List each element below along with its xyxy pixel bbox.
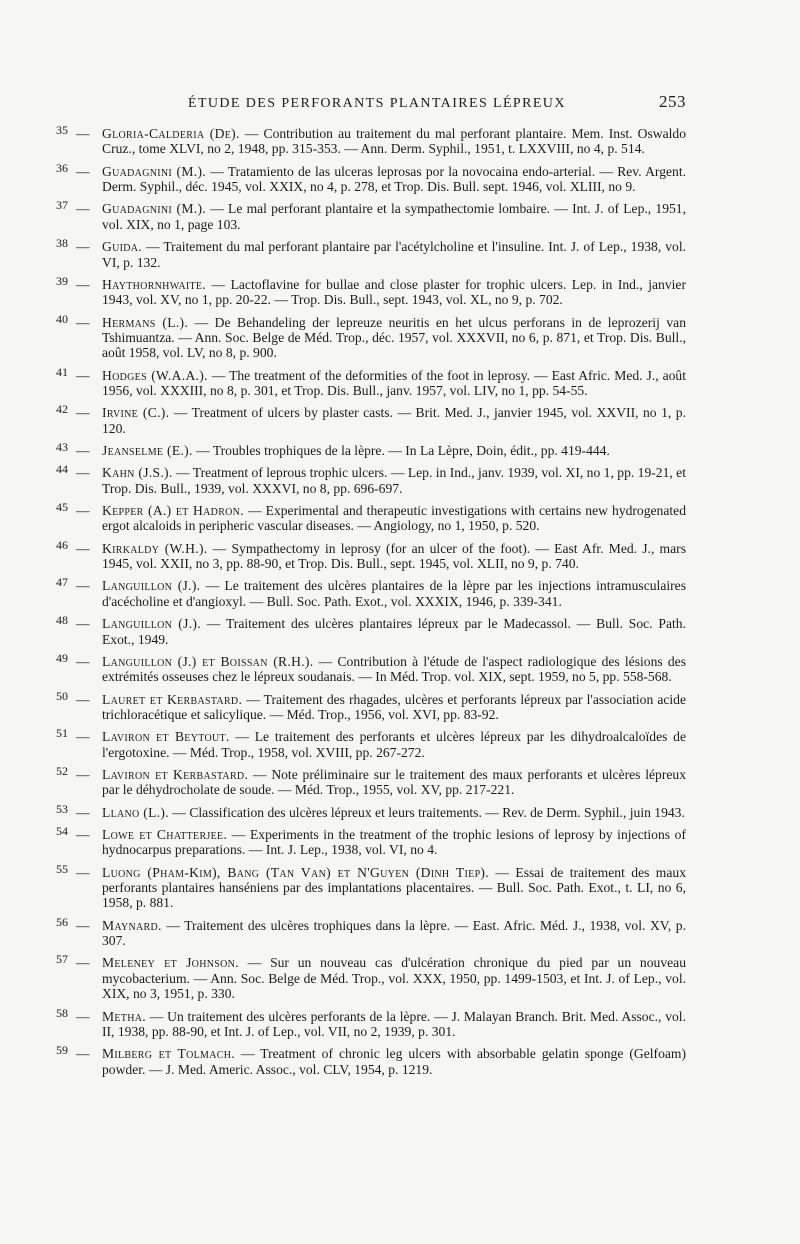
reference-text: — Experiments in the treatment of the trophic lesions of leprosy by injections of hydnocarpus preparations. — Int. J. Lep., 1938, vol. VI, no 4. [102, 826, 686, 858]
reference-text: — Sympathectomy in leprosy (for an ulcer of the foot). — East Afr. Med. J., mars 1945, vol. XXII, no 3, pp. 88-90, et Trop. Dis. Bull., sept. 1945, vol. XLII, no 9, p. 740. [102, 540, 686, 572]
reference-author: Maynard. [102, 917, 162, 933]
reference-number: 58 [56, 1005, 68, 1020]
reference-entry [46, 160, 686, 195]
reference-text: — Troubles trophiques de la lèpre. — In La Lèpre, Doin, édit., pp. 419-444. [192, 443, 610, 459]
reference-number: 51 [56, 726, 68, 741]
reference-author: Guida. [102, 239, 143, 255]
reference-text: — Un traitement des ulcères perforants de la lèpre. — J. Malayan Branch. Brit. Med. Assoc., vol. II, 1938, pp. 88-90, et Int. J. of Lep., vol. VII, no 2, 1939, p. 301. [102, 1008, 686, 1039]
reference-entry [46, 952, 686, 1002]
reference-number: 47 [56, 575, 68, 590]
reference-author: Guadagnini (M.). [102, 163, 206, 179]
reference-text: — Traitement du mal perforant plantaire par l'acétylcholine et l'insuline. Int. J. of Lep., 1938, vol. VI, p. 132. [102, 239, 686, 270]
reference-dash: — [76, 729, 90, 745]
reference-entry [46, 575, 686, 609]
reference-number: 39 [56, 273, 68, 288]
reference-text: — Note préliminaire sur le traitement des maux perforants et ulcères lépreux par le déhydrocholate de soude. — Méd. Trop., 1955, vol. XV, pp. 217-221. [102, 766, 686, 798]
reference-author: Guadagnini (M.). [102, 201, 206, 217]
reference-number: 42 [56, 402, 68, 417]
reference-number: 43 [56, 440, 68, 455]
reference-author: Lauret et Kerbastard. [102, 691, 243, 707]
reference-entry [46, 402, 686, 436]
reference-dash: — [76, 163, 90, 179]
reference-dash: — [76, 201, 90, 217]
reference-author: Haythornhwaite. [102, 276, 207, 292]
reference-author: Metha. [102, 1008, 146, 1024]
reference-dash: — [76, 314, 90, 330]
reference-list [46, 123, 687, 1084]
reference-dash: — [76, 367, 90, 383]
reference-author: Kirkaldy (W.H.). [102, 540, 208, 556]
reference-entry [46, 123, 686, 157]
reference-number: 53 [56, 801, 68, 816]
reference-text: — Le traitement des perforants et ulcères lépreux par les dihydroalcaloïdes de l'ergotoxine. — Méd. Trop., 1958, vol. XVIII, pp. 267-272. [102, 729, 687, 760]
reference-dash: — [76, 1008, 90, 1024]
reference-number: 35 [56, 123, 68, 137]
reference-author: Hermans (L.). [102, 314, 189, 330]
reference-number: 49 [56, 650, 68, 665]
reference-text: — Traitement des rhagades, ulcères et perforants lépreux par l'association acide trichloracétique et salicylique. — Méd. Trop., 1956, vol. XVI, pp. 83-92. [102, 691, 686, 722]
reference-text: — Experimental and therapeutic investigations with certains new hydrogenated ergot alcaloids in peripheric vascular diseases. — Angiology, no 1, 1950, p. 520. [102, 503, 686, 534]
reference-number: 50 [56, 688, 68, 703]
reference-dash: — [76, 239, 90, 255]
reference-author: Languillon (J.). [102, 578, 201, 594]
reference-entry [46, 823, 686, 858]
reference-text: — Contribution à l'étude de l'aspect radiologique des lésions des extrémités osseuses chez le lépreux soudanais. — In Méd. Trop. vol. XIX, sept. 1959, no 5, pp. 558-568. [102, 653, 686, 685]
reference-entry [46, 198, 686, 232]
reference-dash: — [76, 691, 90, 707]
reference-entry [46, 500, 686, 534]
reference-entry [46, 537, 686, 572]
reference-entry [46, 1043, 687, 1077]
reference-number: 44 [56, 462, 68, 477]
reference-entry [46, 462, 686, 496]
reference-author: Kahn (J.S.). [102, 465, 173, 481]
reference-author: Luong (Pham-Kim), Bang (Tan Van) et N'Guyen (Dinh Tiep). [102, 864, 489, 880]
reference-number: 40 [56, 311, 68, 326]
reference-dash: — [76, 955, 90, 971]
reference-text: — Treatment of chronic leg ulcers with absorbable gelatin sponge (Gelfoam) powder. — J. Med. Americ. Assoc., vol. CLV, 1954, p. 1219. [102, 1046, 687, 1077]
running-title: ÉTUDE DES PERFORANTS PLANTAIRES LÉPREUX [188, 96, 566, 111]
reference-dash: — [76, 917, 90, 933]
reference-entry [46, 688, 686, 723]
reference-dash: — [76, 864, 90, 880]
reference-dash: — [76, 465, 90, 481]
reference-text: — De Behandeling der lepreuze neuritis en het ulcus perforans in de leprozerij van Tshimuantza. — Ann. Soc. Belge de Méd. Trop., déc. 1957, vol. XXXVII, no 6, p. 871, et Trop. Dis. Bull., août 1958, vol. LV, no 8, p. 900. [102, 314, 686, 361]
reference-text: — Tratamiento de las ulceras leprosas por la novocaina endo-arterial. — Rev. Argent. Derm. Syphil., déc. 1945, vol. XXIX, no 4, p. 278, et Trop. Dis. Bull. sept. 1946, vol. XLIII, no 9. [102, 163, 686, 195]
reference-text: — Lactoflavine for bullae and close plaster for trophic ulcers. Lep. in Ind., janvier 1943, vol. XV, no 1, pp. 20-22. — Trop. Dis. Bull., sept. 1943, vol. XL, no 9, p. 702. [102, 276, 686, 308]
reference-entry [46, 861, 687, 911]
reference-dash: — [76, 540, 90, 556]
reference-entry [46, 440, 686, 459]
reference-author: Languillon (J.) et Boissan (R.H.). [102, 653, 314, 669]
reference-author: Laviron et Kerbastard. [102, 766, 249, 782]
reference-number: 48 [56, 613, 68, 628]
reference-number: 38 [56, 236, 68, 251]
reference-number: 55 [56, 861, 68, 876]
reference-entry [46, 273, 686, 308]
reference-entry [46, 613, 686, 647]
reference-entry [46, 726, 687, 760]
reference-entry [46, 364, 686, 399]
reference-number: 52 [56, 763, 68, 778]
reference-entry [46, 914, 686, 949]
reference-text: — Classification des ulcères lépreux et leurs traitements. — Rev. de Derm. Syphil., juin 1943. [168, 804, 685, 820]
reference-author: Lowe et Chatterjee. [102, 826, 228, 842]
reference-author: Jeanselme (E.). [102, 443, 193, 459]
reference-author: Kepper (A.) et Hadron. [102, 503, 244, 519]
reference-dash: — [76, 276, 90, 292]
reference-entry [46, 801, 686, 820]
reference-dash: — [76, 126, 90, 141]
reference-text: — Essai de traitement des maux perforants plantaires hanséniens par des implantations placentaires. — Bull. Soc. Path. Exot., t. LI, no 6, 1958, p. 881. [102, 864, 687, 911]
reference-text: — Treatment of ulcers by plaster casts. — Brit. Med. J., janvier 1945, vol. XXVII, no 1, p. 120. [102, 405, 686, 436]
reference-dash: — [76, 616, 90, 632]
reference-author: Gloria-Calderia (De). [102, 126, 240, 141]
reference-number: 41 [56, 364, 68, 379]
reference-text: — Traitement des ulcères trophiques dans la lèpre. — East. Afric. Méd. J., 1938, vol. XV, p. 307. [102, 917, 686, 949]
reference-author: Laviron et Beytout. [102, 729, 230, 745]
reference-number: 54 [56, 823, 68, 838]
reference-text: — The treatment of the deformities of the foot in leprosy. — East Afric. Med. J., août 1956, vol. XXXIII, no 8, p. 301, et Trop. Dis. Bull., janv. 1957, vol. LIV, no 1, pp. 54-55. [102, 367, 686, 399]
reference-number: 36 [56, 160, 68, 175]
reference-number: 46 [56, 537, 68, 552]
reference-entry [46, 236, 686, 270]
reference-text: — Traitement des ulcères plantaires lépreux par le Madecassol. — Bull. Soc. Path. Exot., 1949. [102, 616, 686, 647]
reference-dash: — [76, 578, 90, 594]
reference-number: 59 [56, 1043, 68, 1058]
reference-author: Milberg et Tolmach. [102, 1046, 235, 1062]
reference-entry [46, 650, 686, 685]
reference-dash: — [76, 653, 90, 669]
reference-text: — Contribution au traitement du mal perforant plantaire. Mem. Inst. Oswaldo Cruz., tome XLVI, no 2, 1948, pp. 315-353. — Ann. Derm. Syphil., 1951, t. LXXVIII, no 4, p. 514. [102, 126, 686, 157]
reference-dash: — [76, 826, 90, 842]
reference-dash: — [76, 405, 90, 421]
reference-entry [46, 311, 686, 361]
reference-text: — Sur un nouveau cas d'ulcération chronique du pied par un nouveau mycobacterium. — Ann. Soc. Belge de Méd. Trop., vol. XXX, 1950, pp. 1499-1503, et Int. J. of Lep., vol. XIX, no 3, 1951, p. 330. [102, 955, 686, 1002]
reference-dash: — [76, 1046, 90, 1062]
reference-number: 37 [56, 198, 68, 213]
page-header [96, 92, 686, 114]
reference-number: 45 [56, 500, 68, 515]
reference-dash: — [76, 503, 90, 519]
reference-dash: — [76, 804, 90, 820]
reference-author: Hodges (W.A.A.). [102, 367, 208, 383]
reference-number: 56 [56, 914, 68, 929]
reference-author: Meleney et Johnson. [102, 955, 239, 971]
reference-text: — Treatment of leprous trophic ulcers. — Lep. in Ind., janv. 1939, vol. XI, no 1, pp. 19-21, et Trop. Dis. Bull., 1939, vol. XXXVI, no 8, pp. 696-697. [102, 465, 686, 496]
page-number: 253 [659, 92, 686, 111]
reference-author: Llano (L.). [102, 804, 169, 820]
reference-dash: — [76, 443, 90, 459]
reference-dash: — [76, 766, 90, 782]
reference-author: Languillon (J.). [102, 616, 201, 632]
reference-number: 57 [56, 952, 68, 967]
reference-text: — Le mal perforant plantaire et la sympathectomie lombaire. — Int. J. of Lep., 1951, vol. XIX, no 1, page 103. [102, 201, 686, 232]
reference-entry [46, 763, 686, 798]
reference-entry [46, 1005, 686, 1040]
reference-text: — Le traitement des ulcères plantaires de la lèpre par les injections intramusculaires d'acécholine et d'angioxyl. — Bull. Soc. Path. Exot., vol. XXXIX, 1946, p. 339-341. [102, 578, 686, 609]
reference-author: Irvine (C.). [102, 405, 170, 421]
